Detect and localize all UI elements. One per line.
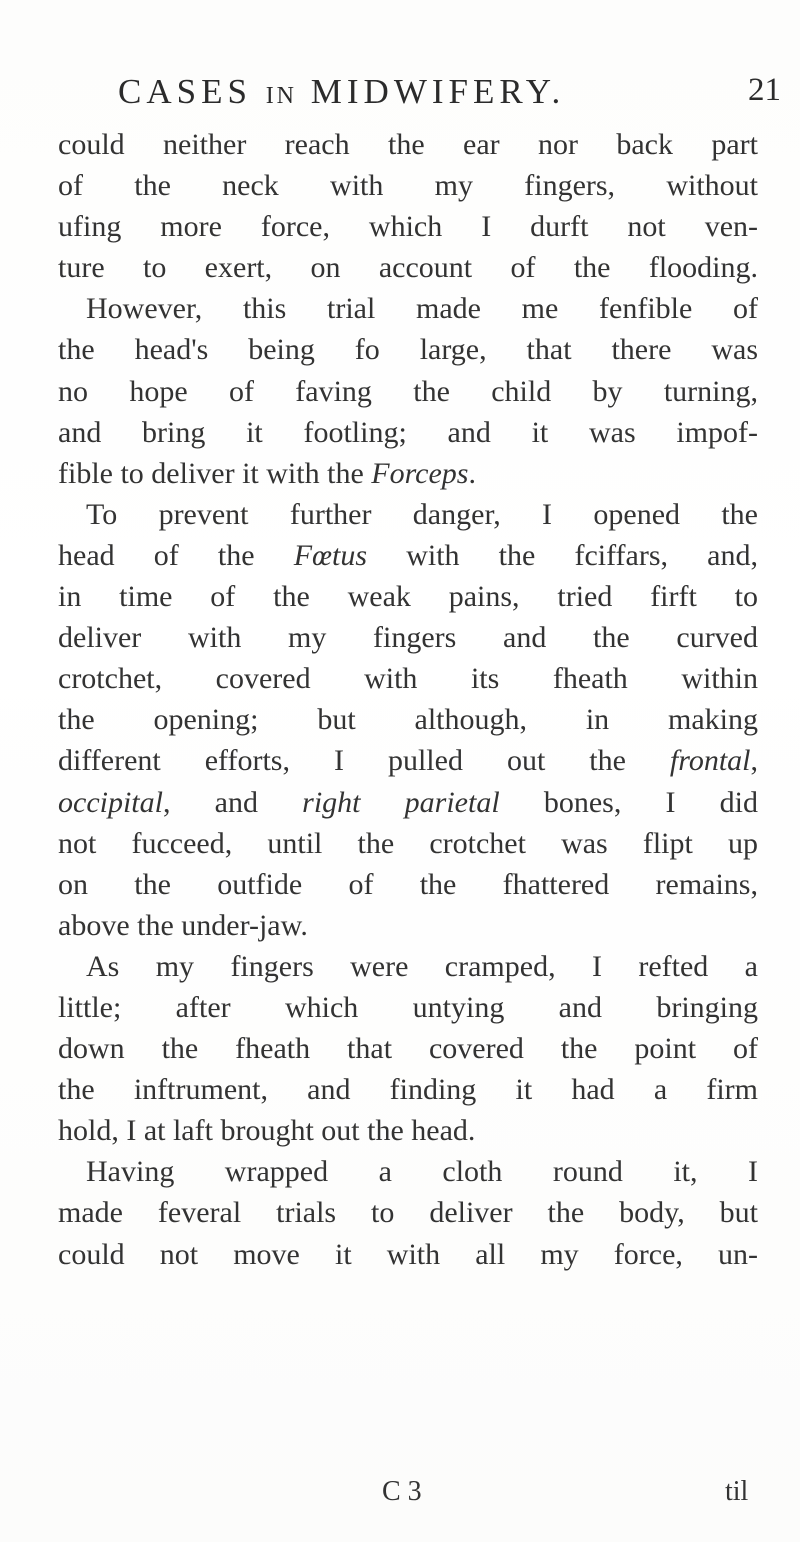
- running-head-in: IN: [265, 83, 298, 109]
- text-line: and bring it footling; and it was impof-: [58, 415, 758, 449]
- page-footer: [0, 1476, 800, 1516]
- text-line: no hope of faving the child by turning,: [58, 374, 758, 408]
- page-number: 21: [748, 72, 781, 108]
- text-line: above the under-jaw.: [58, 908, 308, 942]
- text-line: fible to deliver it with the Forceps.: [58, 456, 476, 490]
- text-line: could neither reach the ear nor back part: [58, 128, 758, 161]
- text-line: However, this trial made me fenfible of: [86, 292, 758, 326]
- body-text: [58, 124, 758, 1275]
- text-line: ufing more force, which I durft not ven-: [58, 210, 758, 244]
- italic-foetus: Fœtus: [293, 538, 368, 572]
- running-head: [118, 72, 718, 122]
- text-line: To prevent further danger, I opened the: [86, 497, 758, 531]
- italic-right-parietal: right parietal: [302, 785, 500, 819]
- text-line: head of the Fœtus with the fciffars, and,: [58, 538, 758, 572]
- italic-forceps: Forceps: [371, 456, 469, 490]
- text-line: of the neck with my fingers, without: [58, 169, 758, 203]
- text-line: different efforts, I pulled out the frontal,: [58, 744, 758, 778]
- text-line: Having wrapped a cloth round it, I: [86, 1155, 758, 1189]
- text-line: occipital, and right parietal bones, I did: [58, 785, 758, 819]
- catchword: til: [725, 1476, 749, 1507]
- text-line: As my fingers were cramped, I refted a: [86, 949, 758, 983]
- signature-mark: C 3: [382, 1476, 422, 1507]
- text-line: hold, I at laft brought out the head.: [58, 1114, 476, 1148]
- text-line: the opening; but although, in making: [58, 703, 758, 737]
- text-line: deliver with my fingers and the curved: [58, 621, 758, 655]
- text-line: down the fheath that covered the point of: [58, 1032, 758, 1066]
- italic-occipital: occipital: [58, 785, 163, 819]
- text-line: could not move it with all my force, un-: [58, 1237, 758, 1271]
- text-line: the inftrument, and finding it had a firm: [58, 1073, 758, 1107]
- text-line: in time of the weak pains, tried firft to: [58, 580, 758, 614]
- text-line: crotchet, covered with its fheath within: [58, 662, 758, 696]
- italic-frontal: frontal: [669, 744, 751, 778]
- text-line: made feveral trials to deliver the body, but: [58, 1196, 758, 1230]
- running-head-midwifery: MIDWIFERY.: [310, 72, 566, 111]
- text-line: little; after which untying and bringing: [58, 990, 758, 1024]
- text-line: ture to exert, on account of the flooding.: [58, 251, 758, 285]
- text-line: not fucceed, until the crotchet was flipt up: [58, 826, 758, 860]
- text-line: the head's being fo large, that there was: [58, 333, 758, 367]
- text-line: on the outfide of the fhattered remains,: [58, 867, 758, 901]
- running-head-cases: CASES: [118, 72, 252, 111]
